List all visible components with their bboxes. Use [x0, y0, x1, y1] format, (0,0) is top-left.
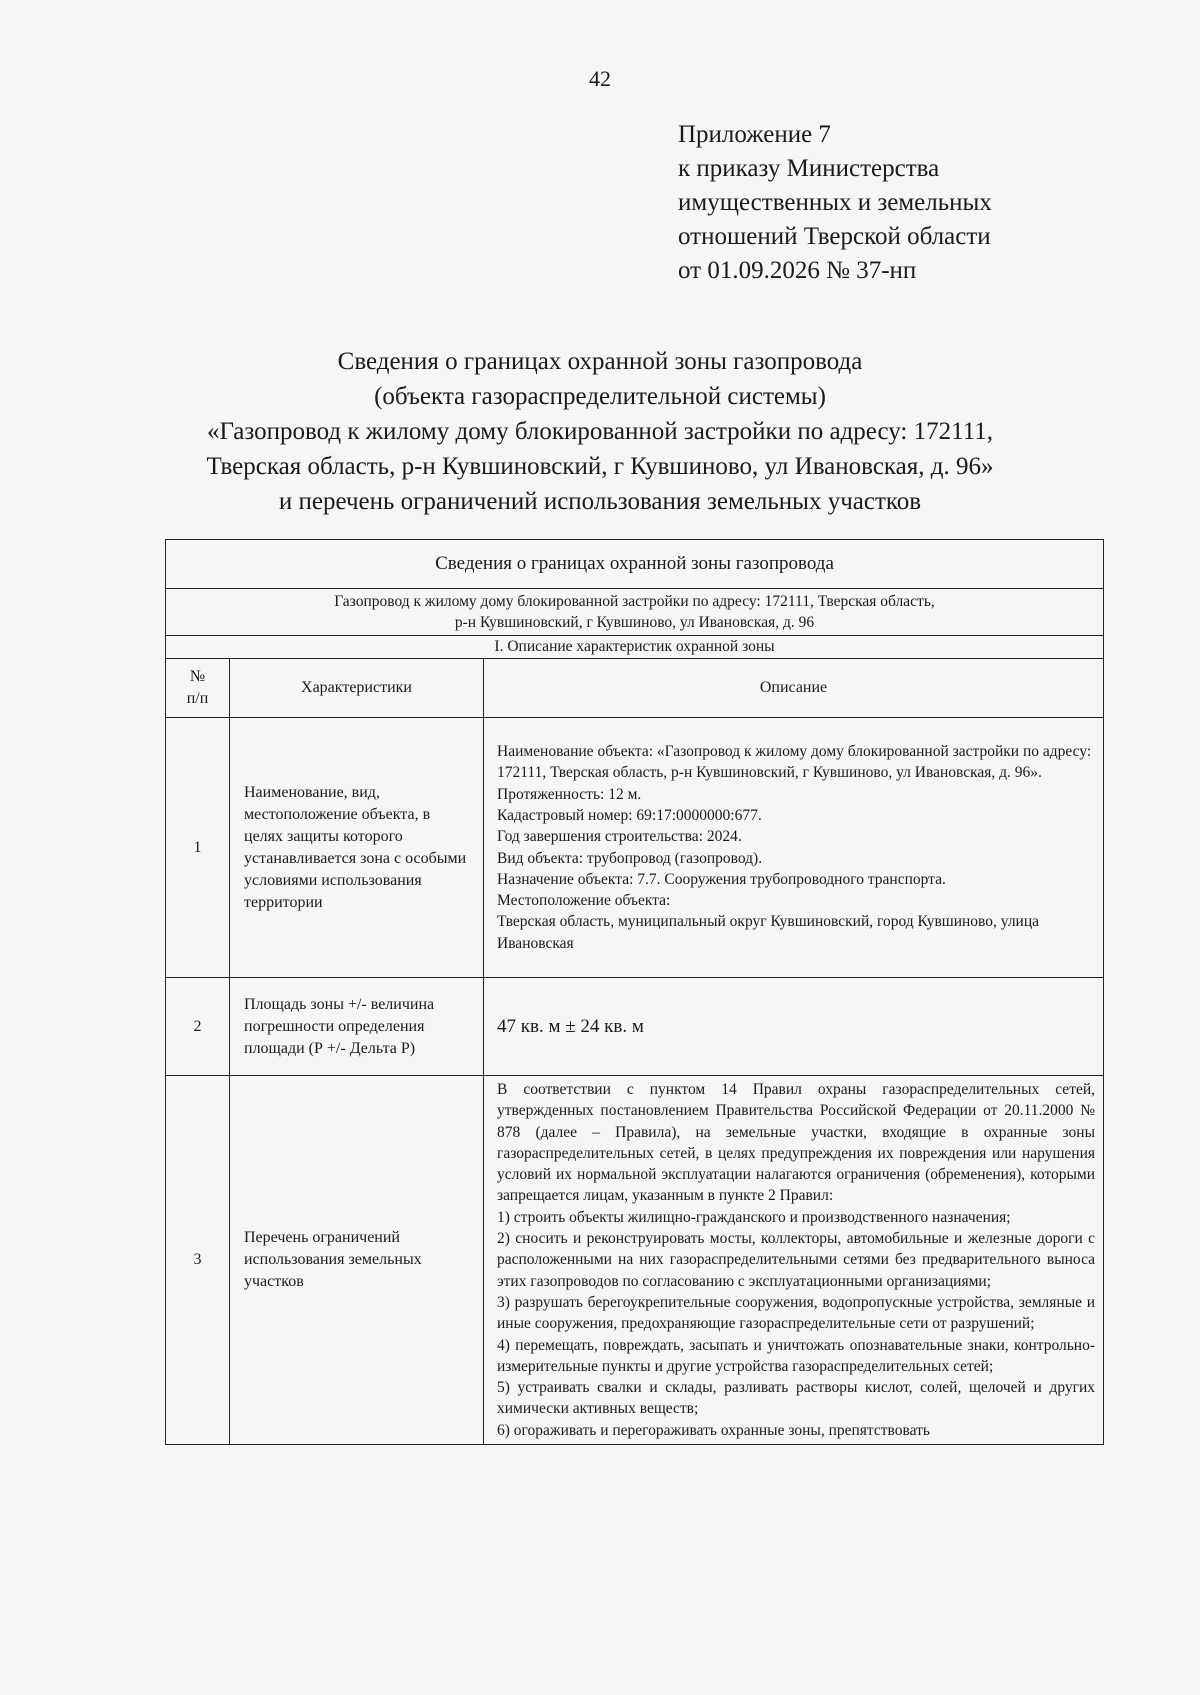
page-number: 42 [589, 66, 611, 91]
restriction-item: 2) сносить и реконструировать мосты, коллекторы, автомобильные и железные дороги с расположенными на них газораспределительными сетями без предварительного выноса этих газопроводов по согласованию с эксплуатационными организациями; [497, 1230, 1096, 1290]
description-line: Протяженность: 12 м. [497, 785, 642, 803]
header-num-line: п/п [186, 690, 209, 707]
table-row [166, 1076, 1104, 1445]
appendix-line: имущественных и земельных [678, 189, 992, 216]
header-num [166, 659, 230, 718]
row-characteristic: Площадь зоны +/- величина погрешности определения площади (Р +/- Дельта Р) [230, 978, 484, 1076]
restriction-item: 4) перемещать, повреждать, засыпать и уничтожать опознавательные знаки, контрольно-измерительные пункты и другие устройства газораспределительных сетей; [497, 1336, 1096, 1375]
title-line: и перечень ограничений использования земельных участков [278, 488, 922, 515]
description-line: Кадастровый номер: 69:17:0000000:677. [497, 806, 762, 824]
zone-info-table [165, 539, 1104, 1445]
row-number: 3 [166, 1076, 230, 1445]
restriction-item: 6) огораживать и перегораживать охранные зоны, препятствовать [497, 1421, 930, 1439]
restriction-item: 1) строить объекты жилищно-гражданского и производственного назначения; [497, 1208, 1011, 1226]
description-line: Назначение объекта: 7.7. Сооружения трубопроводного транспорта. [497, 870, 946, 888]
row-description [484, 1076, 1104, 1445]
row-number: 2 [166, 978, 230, 1076]
appendix-line: от 01.09.2026 № 37-нп [678, 257, 917, 284]
description-line: Местоположение объекта: [497, 892, 671, 910]
object-line: р-н Кувшиновский, г Кувшиново, ул Ивановская, д. 96 [454, 614, 815, 631]
description-line: Год завершения строительства: 2024. [497, 828, 742, 846]
restriction-paragraph: В соответствии с пунктом 14 Правил охраны газораспределительных сетей, утвержденных постановлением Правительства Российской Федерации от 20.11.2000 № 878 (далее – Правила), на земельные участки, входящие в охранные зоны газораспределительных сетей, в целях предупреждения их повреждения или нарушения условий их нормальной эксплуатации налагаются ограничения (обременения), которыми запрещается лицам, указанным в пункте 2 Правил: [497, 1081, 1096, 1205]
title-line: (объекта газораспределительной системы) [374, 383, 826, 410]
row-characteristic: Наименование, вид, местоположение объекта, в целях защиты которого устанавливается зона с особыми условиями использования территории [230, 718, 484, 978]
header-characteristics: Характеристики [230, 659, 484, 718]
document-title [150, 344, 1050, 519]
table-row [166, 718, 1104, 978]
row-description [484, 718, 1104, 978]
appendix-line: отношений Тверской области [678, 223, 991, 250]
row-description-area: 47 кв. м ± 24 кв. м [484, 978, 1104, 1076]
restriction-item: 3) разрушать берегоукрепительные сооружения, водопропускные устройства, земляные и иные сооружения, предохраняющие газораспределительные сети от разрушений; [497, 1293, 1096, 1333]
title-line: Тверская область, р-н Кувшиновский, г Кувшиново, ул Ивановская, д. 96» [206, 453, 994, 480]
object-line: Газопровод к жилому дому блокированной застройки по адресу: 172111, Тверская область, [334, 593, 935, 610]
header-description: Описание [484, 659, 1104, 718]
appendix-line: Приложение 7 [678, 121, 831, 148]
description-line: Тверская область, муниципальный округ Кувшиновский, город Кувшиново, улица Ивановская [497, 913, 1040, 952]
table-part-title: I. Описание характеристик охранной зоны [166, 636, 1104, 659]
title-line: «Газопровод к жилому дому блокированной застройки по адресу: 172111, [206, 418, 994, 445]
table-object-name [166, 589, 1104, 636]
appendix-block [678, 118, 992, 288]
description-line: Наименование объекта: «Газопровод к жилому дому блокированной застройки по адресу: 172111, Тверская область, р-н Кувшиновский, г Кувшиново, ул Ивановская, д. 96». [497, 743, 1092, 782]
restriction-item: 5) устраивать свалки и склады, разливать растворы кислот, солей, щелочей и других химически активных веществ; [497, 1379, 1096, 1418]
table-section-title: Сведения о границах охранной зоны газопровода [166, 540, 1104, 589]
table-row [166, 978, 1104, 1076]
description-line: Вид объекта: трубопровод (газопровод). [497, 849, 763, 867]
title-line: Сведения о границах охранной зоны газопровода [337, 348, 863, 375]
appendix-line: к приказу Министерства [678, 155, 940, 182]
row-number: 1 [166, 718, 230, 978]
header-num-line: № [189, 668, 206, 685]
row-characteristic: Перечень ограничений использования земельных участков [230, 1076, 484, 1445]
